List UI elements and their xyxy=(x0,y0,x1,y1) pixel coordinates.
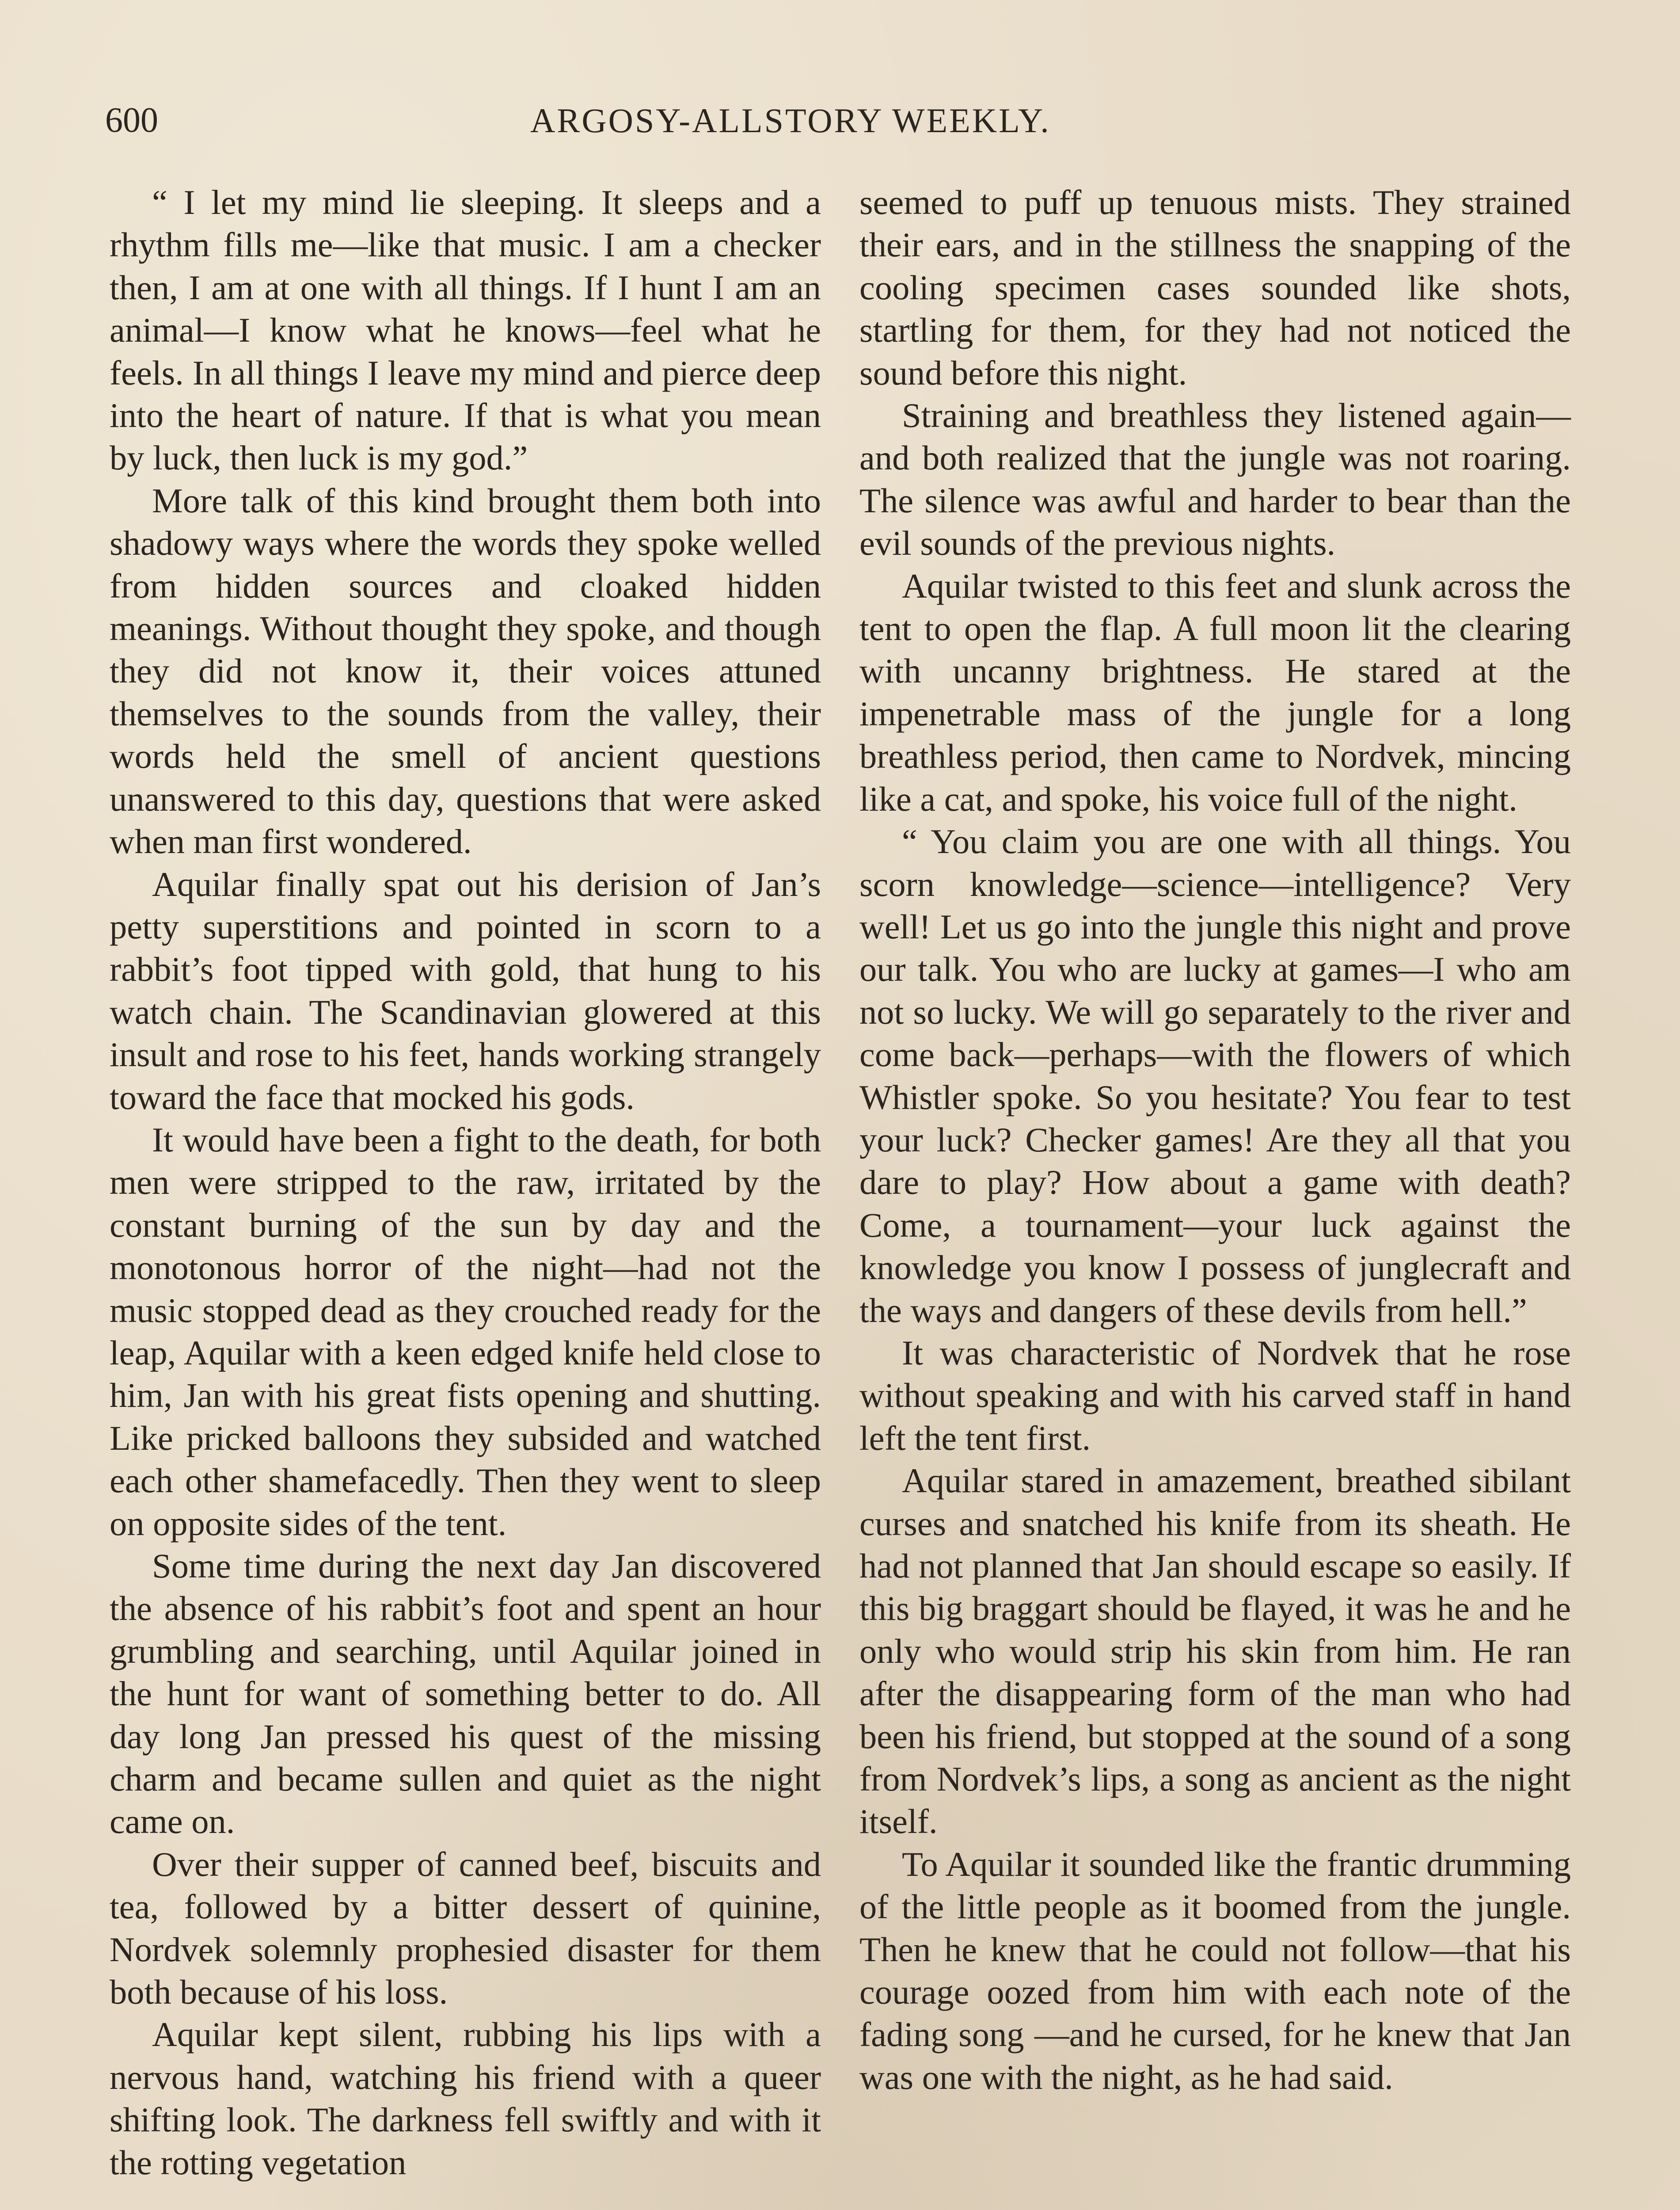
left-column xyxy=(110,181,821,2184)
running-head: ARGOSY-ALLSTORY WEEKLY. xyxy=(530,101,1051,140)
page-number: 600 xyxy=(105,101,158,140)
paragraph: It would have been a fight to the death, for both men were stripped to the raw, irritated by the constant burning of the sun by day and the monotonous horror of the night—had not the music stopped dead as they crouched ready for the leap, Aquilar with a keen edged knife held close to him, Jan with his great fists opening and shutting. Like pricked balloons they subsided and watched each other shamefacedly. Then they went to sleep on opposite sides of the tent. xyxy=(110,1120,821,1543)
paragraph: Aquilar twisted to this feet and slunk across the tent to open the flap. A full moon lit the clearing with uncanny brightness. He stared at the impenetrable mass of the jungle for a long breathless period, then came to Nordvek, mincing like a cat, and spoke, his voice full of the night. xyxy=(859,566,1571,818)
paragraph: More talk of this kind brought them both into shadowy ways where the words they spoke welled from hidden sources and cloaked hidden meanings. Without thought they spoke, and though they did not know it, their voices attuned themselves to the sounds from the valley, their words held the smell of ancient questions unanswered to this day, questions that were asked when man first wondered. xyxy=(110,481,821,861)
paragraph-continued: seemed to puff up tenuous mists. They strained their ears, and in the stillness the snapping of the cooling specimen cases sounded like shots, startling for them, for they had not noticed the sound before this night. xyxy=(859,183,1571,392)
paragraph: Aquilar kept silent, rubbing his lips with a nervous hand, watching his friend with a queer shifting look. The darkness fell swiftly and with it the rotting vegetation xyxy=(110,2015,821,2182)
paragraph: Some time during the next day Jan discovered the absence of his rabbit’s foot and spent an hour grumbling and searching, until Aquilar joined in the hunt for want of something better to do. All day long Jan pressed his quest of the missing charm and became sullen and quiet as the night came on. xyxy=(110,1547,821,1841)
paragraph: Over their supper of canned beef, biscuits and tea, followed by a bitter dessert of quinine, Nordvek solemnly prophesied disaster for them both because of his loss. xyxy=(110,1844,821,2012)
paragraph: Straining and breathless they listened again—and both realized that the jungle was not roaring. The silence was awful and harder to bear than the evil sounds of the previous nights. xyxy=(859,396,1571,563)
paragraph: “ I let my mind lie sleeping. It sleeps and a rhythm fills me—like that music. I am a checker then, I am at one with all things. If I hunt I am an animal—I know what he knows—feel what he feels. In all things I leave my mind and pierce deep into the heart of nature. If that is what you mean by luck, then luck is my god.” xyxy=(110,183,821,477)
paragraph: “ You claim you are one with all things. You scorn knowledge—science—intelligence? Very well! Let us go into the jungle this night and prove our talk. You who are lucky at games—I who am not so lucky. We will go separately to the river and come back—perhaps—with the flowers of which Whistler spoke. So you hesitate? You fear to test your luck? Checker games! Are they all that you dare to play? How about a game with death? Come, a tournament—your luck against the knowledge you know I possess of junglecraft and the ways and dangers of these devils from hell.” xyxy=(859,822,1571,1330)
paragraph: It was characteristic of Nordvek that he rose without speaking and with his carved staff in hand left the tent first. xyxy=(859,1333,1571,1457)
right-column xyxy=(859,181,1571,2099)
paragraph: To Aquilar it sounded like the frantic drumming of the little people as it boomed from the jungle. Then he knew that he could not follow—that his courage oozed from him with each note of the fading song —and he cursed, for he knew that Jan was one with the night, as he had said. xyxy=(859,1844,1571,2096)
paragraph: Aquilar finally spat out his derision of Jan’s petty superstitions and pointed in scorn to a rabbit’s foot tipped with gold, that hung to his watch chain. The Scandinavian glowered at this insult and rose to his feet, hands working strangely toward the face that mocked his gods. xyxy=(110,865,821,1116)
paragraph: Aquilar stared in amazement, breathed sibilant curses and snatched his knife from its sheath. He had not planned that Jan should escape so easily. If this big braggart should be flayed, it was he and he only who would strip his skin from him. He ran after the disappearing form of the man who had been his friend, but stopped at the sound of a song from Nordvek’s lips, a song as ancient as the night itself. xyxy=(859,1461,1571,1841)
